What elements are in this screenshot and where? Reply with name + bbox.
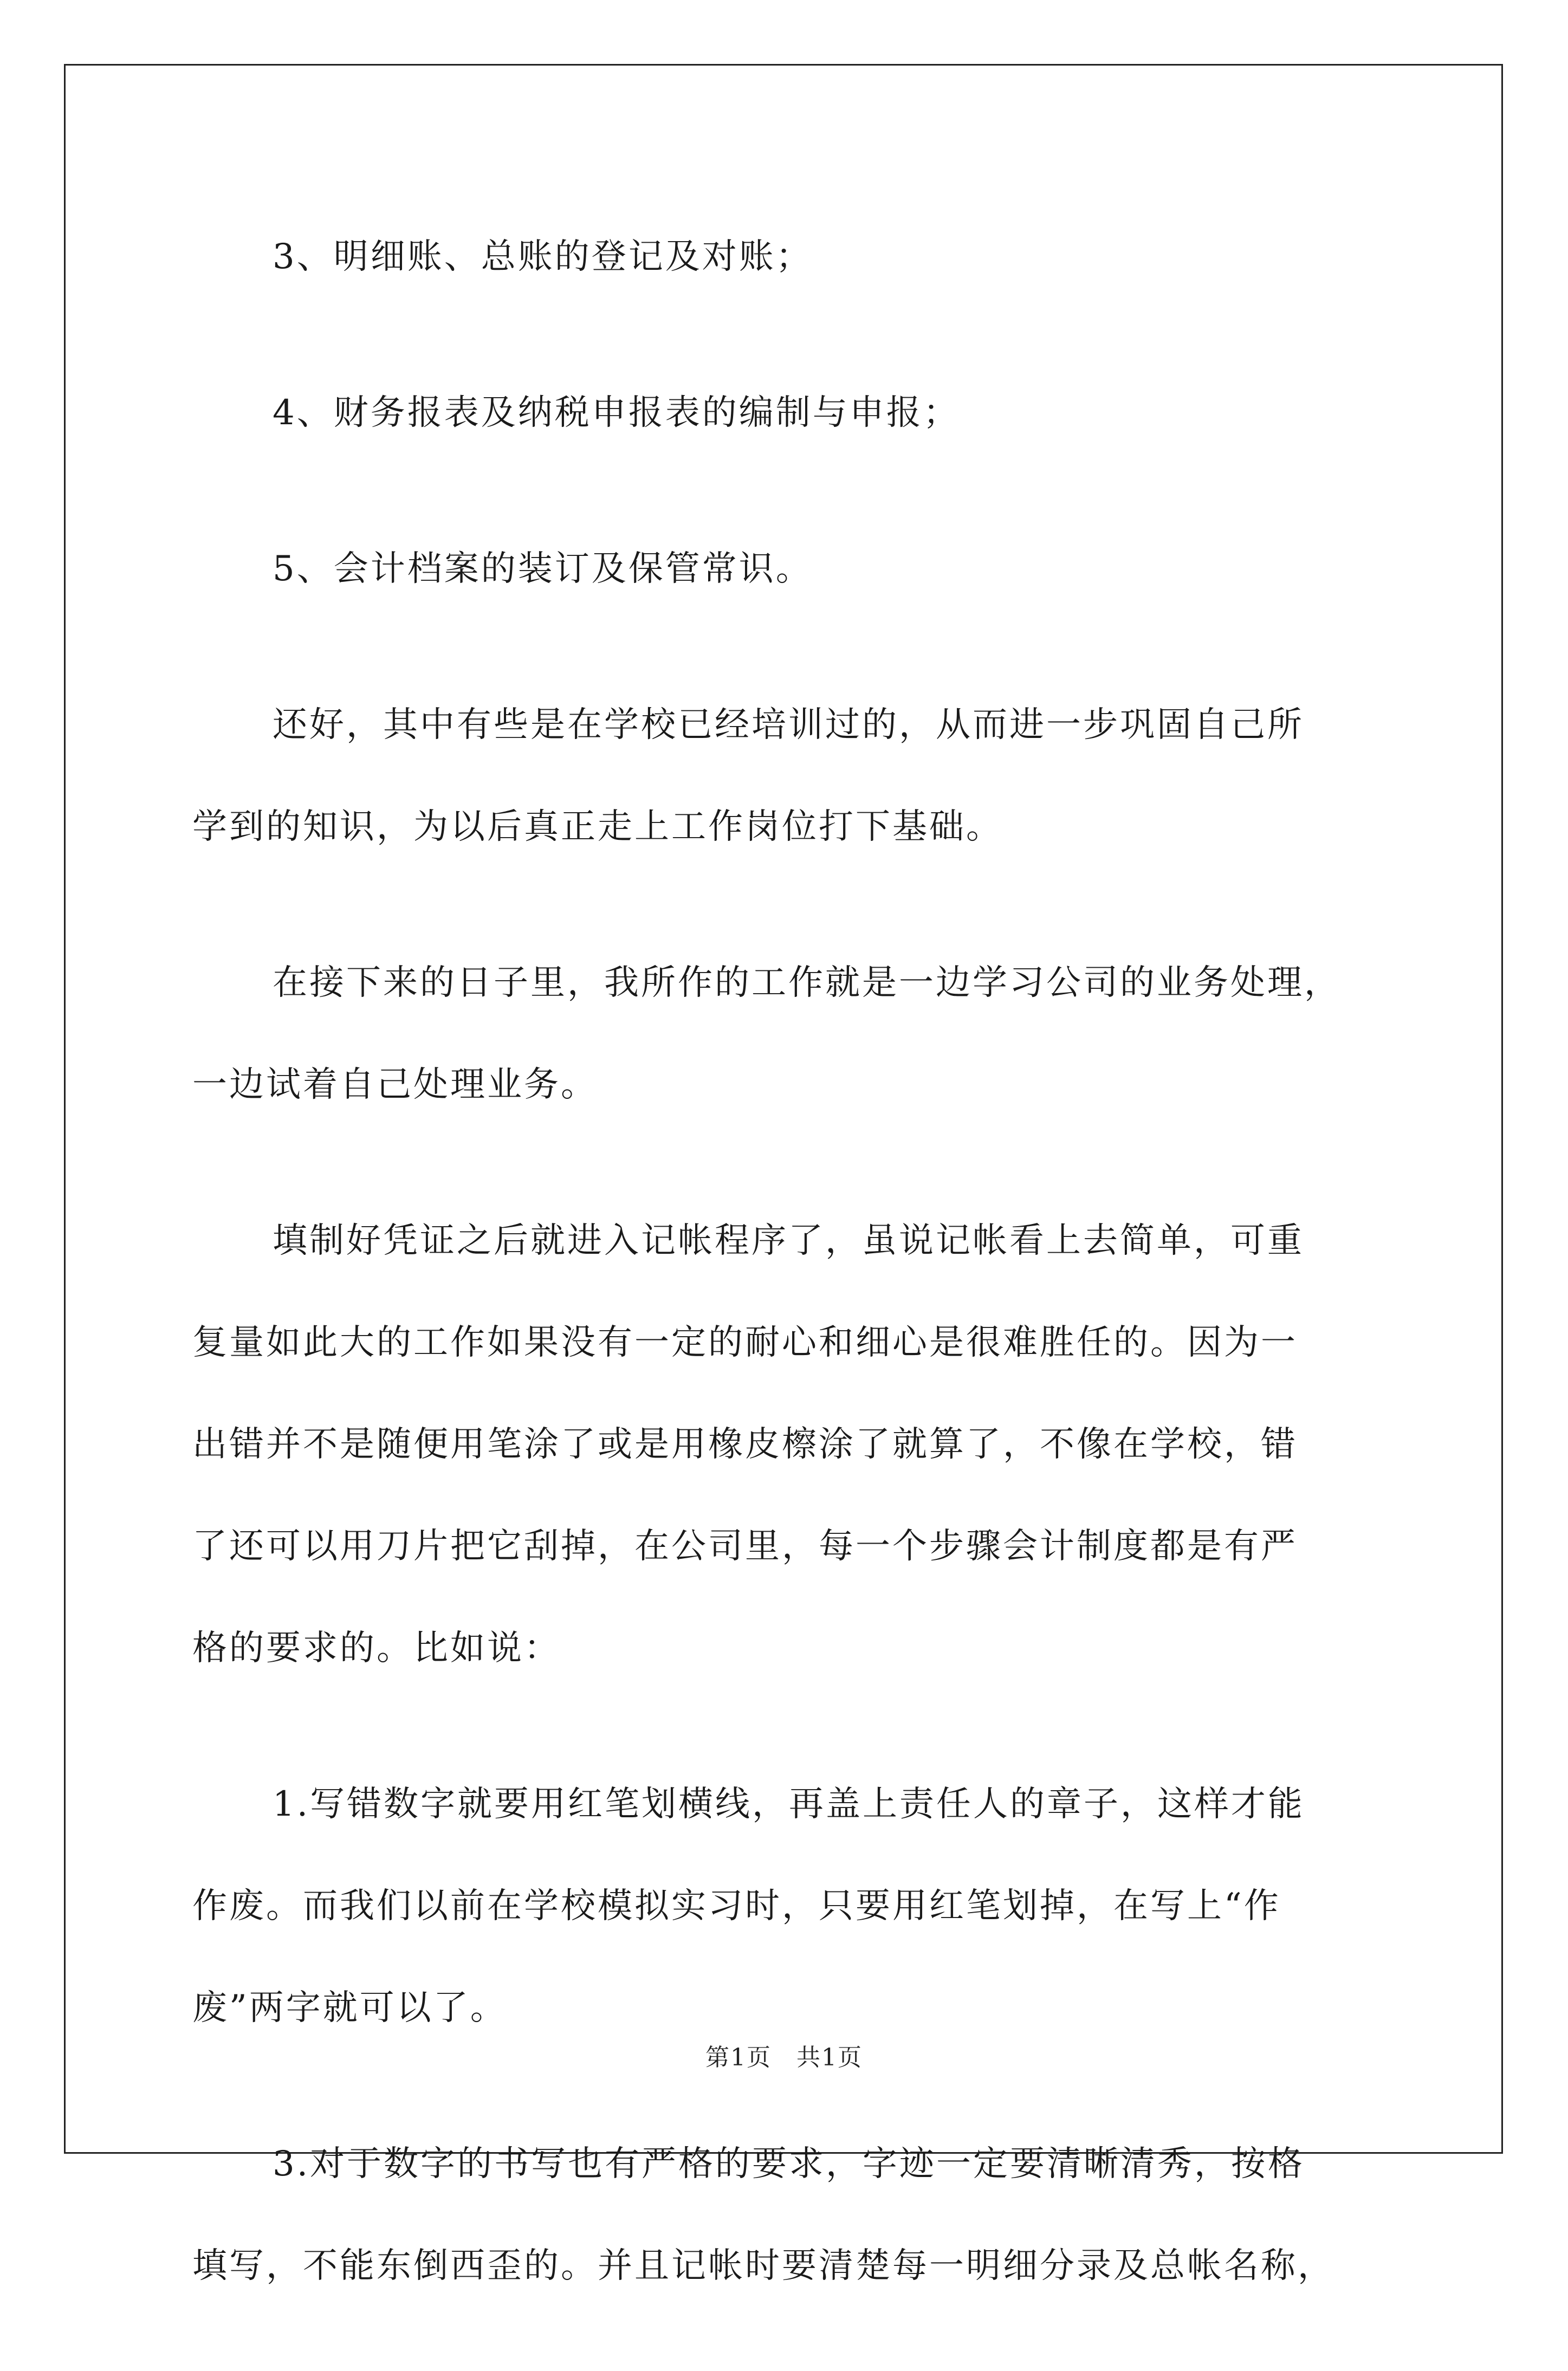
paragraph-line: 一边试着自己处理业务。 [192, 1065, 598, 1105]
paragraph [192, 518, 1379, 620]
paragraph-line: 5、会计档案的装订及保管常识。 [273, 549, 813, 589]
paragraph [192, 932, 1379, 1136]
paragraph-line: 还好，其中有些是在学校已经培训过的，从而进一步巩固自己所 [273, 705, 1304, 745]
paragraph-line: 格的要求的。比如说： [192, 1628, 561, 1668]
paragraph [192, 1753, 1379, 2059]
paragraph-line: 1.写错数字就要用红笔划横线，再盖上责任人的章子，这样才能 [273, 1784, 1305, 1824]
paragraph-line: 在接下来的日子里，我所作的工作就是一边学习公司的业务处理， [273, 963, 1341, 1003]
paragraph [192, 674, 1379, 878]
paragraph-line: 学到的知识，为以后真正走上工作岗位打下基础。 [192, 807, 1003, 847]
paragraph-line: 作废。而我们以前在学校模拟实习时，只要用红笔划掉，在写上“作 [192, 1886, 1281, 1926]
paragraph-line: 3.对于数字的书写也有严格的要求，字迹一定要清晰清秀，按格 [273, 2144, 1305, 2184]
paragraph [192, 1190, 1379, 1699]
paragraph-line: 3、明细账、总账的登记及对账； [273, 237, 813, 277]
paragraph-line: 填制好凭证之后就进入记帐程序了，虽说记帐看上去简单，可重 [273, 1221, 1304, 1261]
paragraph [192, 2113, 1379, 2317]
paragraph-line: 了还可以用刀片把它刮掉，在公司里，每一个步骤会计制度都是有严 [192, 1526, 1298, 1566]
page-footer: 第1页 共1页 [705, 2044, 863, 2071]
paragraph [192, 362, 1379, 464]
paragraph-line: 复量如此大的工作如果没有一定的耐心和细心是很难胜任的。因为一 [192, 1323, 1298, 1363]
paragraph-line: 出错并不是随便用笔涂了或是用橡皮檫涂了就算了，不像在学校，错 [192, 1424, 1298, 1465]
paragraph-line: 填写，不能东倒西歪的。并且记帐时要清楚每一明细分录及总帐名称， [192, 2246, 1334, 2286]
paragraph-line: 废”两字就可以了。 [192, 1988, 507, 2028]
paragraph-line: 4、财务报表及纳税申报表的编制与申报； [273, 393, 960, 433]
paragraph [192, 206, 1379, 308]
